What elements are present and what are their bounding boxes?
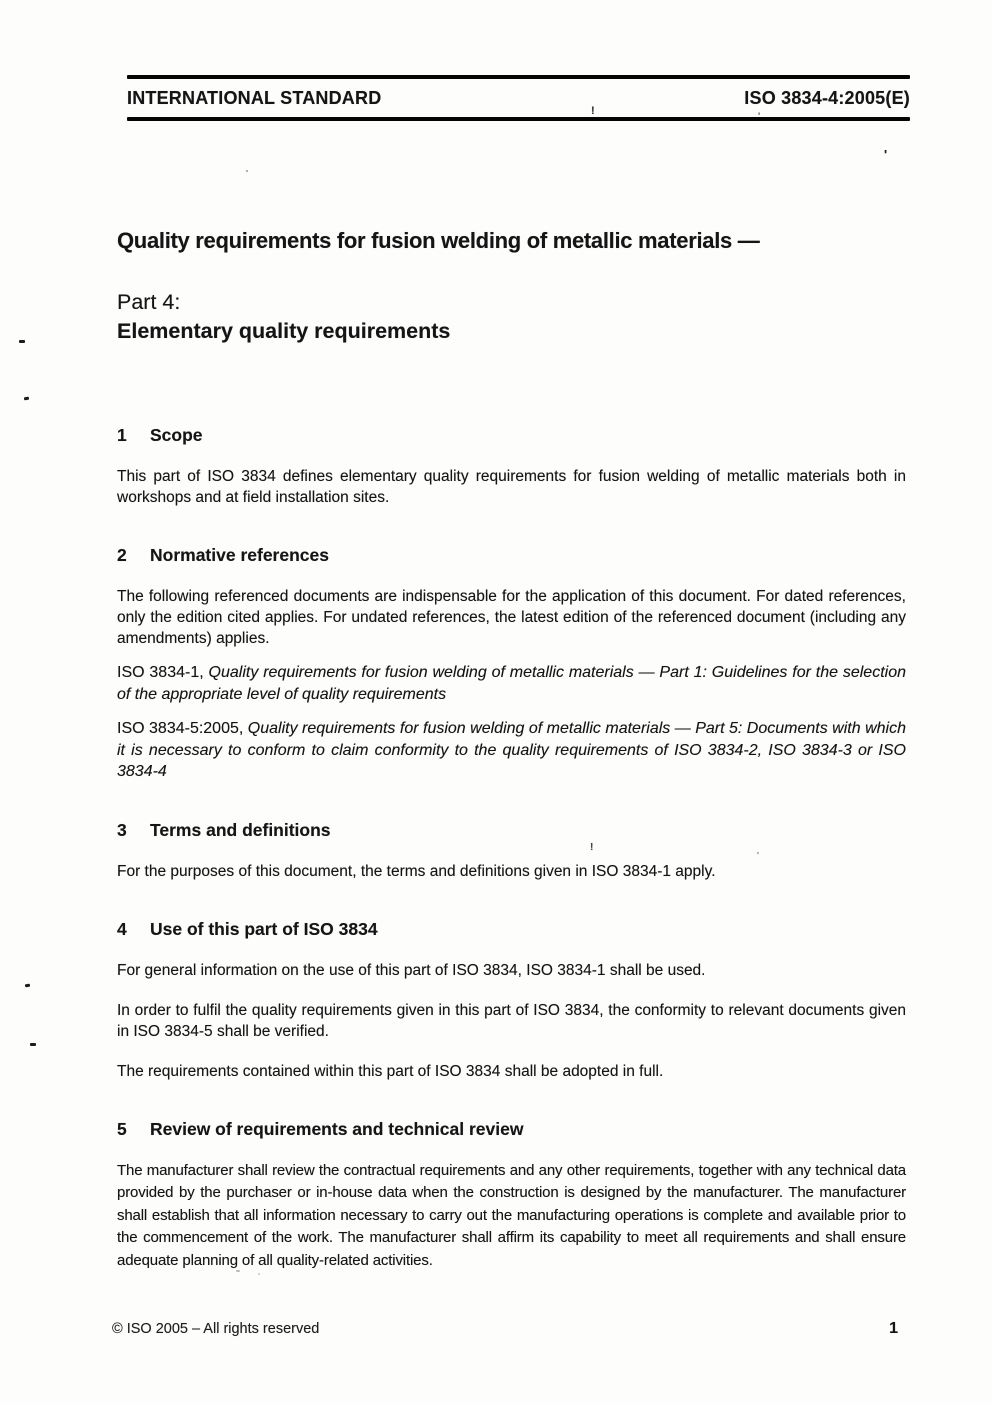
scan-speck: ! <box>591 105 595 117</box>
document-reference: ISO 3834-4:2005(E) <box>744 87 910 108</box>
scan-speck <box>236 1270 240 1272</box>
paragraph: For the purposes of this document, the terms and definitions given in ISO 3834-1 apply. <box>117 862 716 880</box>
part-title: Elementary quality requirements <box>117 319 451 343</box>
reference-title: Quality requirements for fusion welding of metallic materials — Part 1: Guidelines for the selection of the appropriate level of quality requirements <box>117 664 907 703</box>
section-use-of-this-part <box>117 918 906 1082</box>
reference-title: Quality requirements for fusion welding of metallic materials — Part 5: Documents with which it is necessary to conform to claim conformity to the quality requirements of ISO 3834-2, ISO 3834-3 or ISO 3834-4 <box>117 720 906 780</box>
section-heading-text: Terms and definitions <box>150 819 331 840</box>
section-scope <box>117 424 906 508</box>
document-type-label: INTERNATIONAL STANDARD <box>127 87 382 108</box>
page-header <box>127 75 910 121</box>
paragraph: The manufacturer shall review the contractual requirements and any other requirements, together with any technical data provided by the purchaser or in-house data when the construction is designed by the manufacturer. The manufacturer shall establish that all information necessary to carry out the manufacturing operations is complete and available prior to the commencement of the work. The manufacturer shall affirm its capability to meet all requirements and shall ensure adequate planning of all quality-related activities. <box>117 1161 906 1269</box>
part-block <box>117 288 906 346</box>
section-number: 4 <box>117 918 127 939</box>
section-number: 1 <box>117 425 127 445</box>
scan-speck: ' <box>884 147 888 162</box>
paragraph: In order to fulfil the quality requirements given in this part of ISO 3834, the conformity to relevant documents given in ISO 3834-5 shall be verified. <box>117 1001 906 1040</box>
section-heading-use <box>117 918 906 940</box>
paragraph: The following referenced documents are indispensable for the application of this document. For dated references, only the edition cited applies. For undated references, the latest edition of the referenced document (including any amendments) applies. <box>117 588 906 647</box>
section-number: 3 <box>117 819 127 840</box>
header-row <box>127 79 910 117</box>
document-title: Quality requirements for fusion welding of metallic materials — <box>117 228 760 253</box>
scan-speck <box>246 170 248 172</box>
normative-reference <box>117 662 906 705</box>
scan-speck <box>19 340 25 343</box>
copyright-notice: © ISO 2005 – All rights reserved <box>112 1321 320 1337</box>
section-heading-normative-references <box>117 544 906 566</box>
section-review-of-requirements <box>117 1118 906 1273</box>
section-terms-and-definitions <box>117 819 906 882</box>
section-number: 2 <box>117 545 127 565</box>
scan-speck: ' <box>757 851 759 860</box>
section-heading-terms <box>117 819 906 841</box>
reference-designation: ISO 3834-1, <box>117 664 204 681</box>
section-heading-text: Review of requirements and technical review <box>150 1118 524 1139</box>
section-heading-text: Normative references <box>150 545 329 565</box>
scan-speck: ' <box>758 111 761 121</box>
paragraph: The requirements contained within this part of ISO 3834 shall be adopted in full. <box>117 1062 664 1080</box>
scan-speck <box>258 1273 260 1275</box>
section-heading-scope <box>117 424 906 446</box>
part-number-label: Part 4: <box>117 290 181 314</box>
paragraph: For general information on the use of this part of ISO 3834, ISO 3834-1 shall be used. <box>117 961 706 979</box>
section-heading-text: Use of this part of ISO 3834 <box>150 918 378 939</box>
page-footer <box>0 1320 992 1338</box>
section-heading-text: Scope <box>150 425 203 445</box>
section-normative-references <box>117 544 906 783</box>
section-heading-review <box>117 1118 906 1140</box>
reference-designation: ISO 3834-5:2005, <box>117 720 244 737</box>
normative-reference <box>117 718 906 783</box>
paragraph: This part of ISO 3834 defines elementary quality requirements for fusion welding of metallic materials both in workshops and at field installation sites. <box>117 468 906 506</box>
document-body <box>0 121 992 1272</box>
scan-speck: ! <box>590 842 594 853</box>
section-number: 5 <box>117 1118 127 1139</box>
scan-speck <box>30 1043 36 1046</box>
page-number: 1 <box>889 1320 898 1337</box>
